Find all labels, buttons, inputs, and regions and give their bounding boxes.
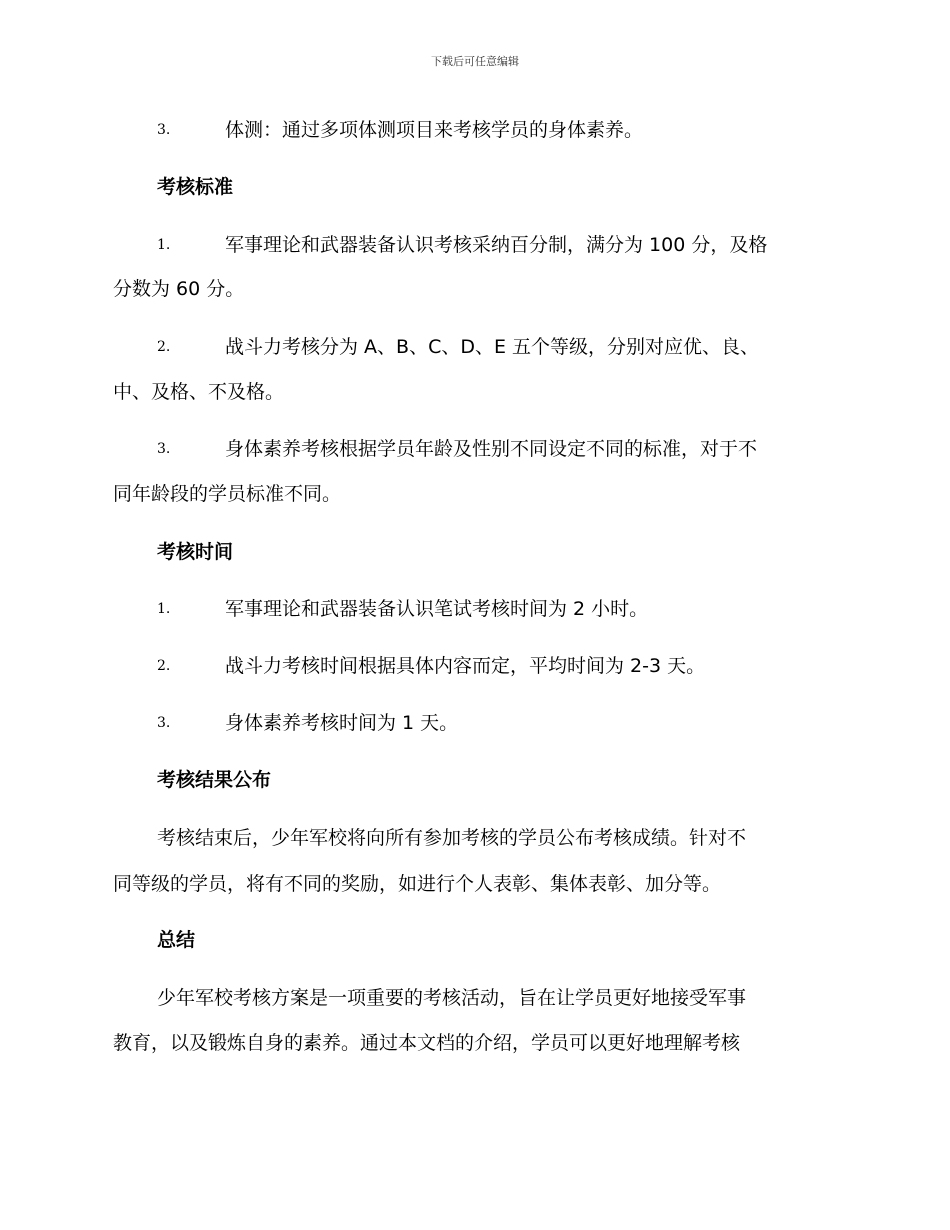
- paragraph-line: 考核结束后，少年军校将向所有参加考核的学员公布考核成绩。针对不: [157, 827, 747, 849]
- paragraph-line: 同等级的学员，将有不同的奖励，如进行个人表彰、集体表彰、加分等。: [113, 873, 722, 895]
- section-heading-time: 考核时间: [157, 541, 234, 563]
- list-item-continuation: 同年龄段的学员标准不同。: [113, 483, 342, 505]
- list-item-text: 身体素养考核根据学员年龄及性别不同设定不同的标准，对于不: [225, 438, 758, 460]
- list-item-text: 军事理论和武器装备认识考核采纳百分制，满分为 100 分，及格: [225, 234, 768, 256]
- list-number: 1.: [157, 601, 171, 617]
- section-heading-results: 考核结果公布: [157, 769, 272, 791]
- list-item-continuation: 分数为 60 分。: [113, 278, 245, 300]
- list-number: 2.: [157, 658, 171, 674]
- list-item-text: 军事理论和武器装备认识笔试考核时间为 2 小时。: [225, 598, 649, 620]
- list-item-text: 战斗力考核分为 A、B、C、D、E 五个等级，分别对应优、良、: [225, 336, 760, 358]
- list-number: 2.: [157, 339, 171, 355]
- list-number: 3.: [157, 715, 171, 731]
- paragraph-line: 教育，以及锻炼自身的素养。通过本文档的介绍，学员可以更好地理解考核: [113, 1032, 741, 1054]
- paragraph-line: 少年军校考核方案是一项重要的考核活动，旨在让学员更好地接受军事: [157, 987, 747, 1009]
- list-item-continuation: 中、及格、不及格。: [113, 381, 285, 403]
- list-number: 1.: [157, 237, 171, 253]
- page-header: 下载后可任意编辑: [431, 55, 519, 68]
- list-item-text: 体测：通过多项体测项目来考核学员的身体素养。: [225, 119, 644, 141]
- list-number: 3.: [157, 122, 171, 138]
- list-number: 3.: [157, 441, 171, 457]
- list-item-text: 身体素养考核时间为 1 天。: [225, 712, 459, 734]
- section-heading-summary: 总结: [157, 929, 196, 951]
- section-heading-standards: 考核标准: [157, 176, 234, 198]
- list-item-text: 战斗力考核时间根据具体内容而定，平均时间为 2-3 天。: [225, 655, 706, 677]
